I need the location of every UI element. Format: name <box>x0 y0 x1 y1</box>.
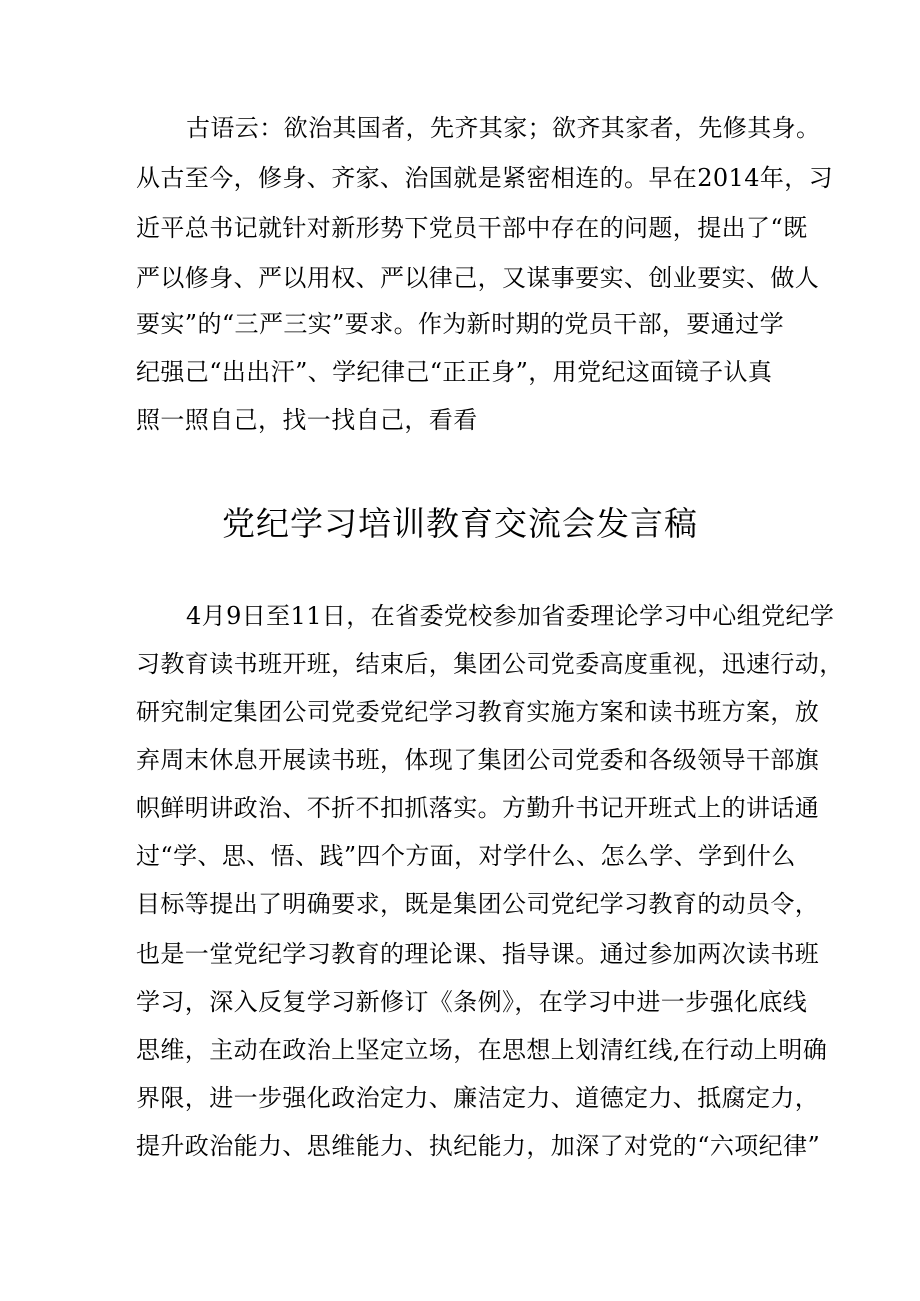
paragraph-line: 帜鲜明讲政治、不折不扣抓落实。方勤升书记开班式上的讲话通 <box>136 794 820 822</box>
paragraph-line: 照一照自己，找一找自己，看看 <box>136 406 478 434</box>
paragraph-line: 弃周末休息开展读书班，体现了集团公司党委和各级领导干部旗 <box>136 746 820 774</box>
paragraph-line: 纪强己“出出汗”、学纪律己“正正身”，用党纪这面镜子认真 <box>136 358 773 386</box>
document-title: 党纪学习培训教育交流会发言稿 <box>222 504 698 543</box>
paragraph-line: 学习，深入反复学习新修订《条例》，在学习中进一步强化底线 <box>136 988 808 1016</box>
paragraph-line: 过“学、思、悟、践”四个方面，对学什么、怎么学、学到什么 <box>136 842 796 870</box>
paragraph-line: 要实”的“三严三实”要求。作为新时期的党员干部，要通过学 <box>136 310 785 338</box>
paragraph-line: 目标等提出了明确要求，既是集团公司党纪学习教育的动员令， <box>136 890 820 918</box>
paragraph-line: 也是一堂党纪学习教育的理论课、指导课。通过参加两次读书班 <box>136 940 820 968</box>
paragraph-line: 习教育读书班开班，结束后，集团公司党委高度重视，迅速行动， <box>136 650 844 678</box>
paragraph-line: 近平总书记就针对新形势下党员干部中存在的问题，提出了“既 <box>136 214 808 242</box>
paragraph-line: 古语云：欲治其国者，先齐其家；欲齐其家者，先修其身。 <box>186 114 821 142</box>
paragraph-line: 严以修身、严以用权、严以律己，又谋事要实、创业要实、做人 <box>136 264 820 292</box>
paragraph-line: 从古至今，修身、齐家、治国就是紧密相连的。早在2014年，习 <box>136 164 834 192</box>
paragraph-line: 思维，主动在政治上坚定立场，在思想上划清红线,在行动上明确 <box>136 1036 828 1064</box>
paragraph-line: 研究制定集团公司党委党纪学习教育实施方案和读书班方案，放 <box>136 698 820 726</box>
paragraph-line: 4月9日至11日，在省委党校参加省委理论学习中心组党纪学 <box>186 602 835 630</box>
paragraph-line: 提升政治能力、思维能力、执纪能力，加深了对党的“六项纪律” <box>136 1132 821 1160</box>
paragraph-line: 界限，进一步强化政治定力、廉洁定力、道德定力、抵腐定力， <box>136 1084 820 1112</box>
